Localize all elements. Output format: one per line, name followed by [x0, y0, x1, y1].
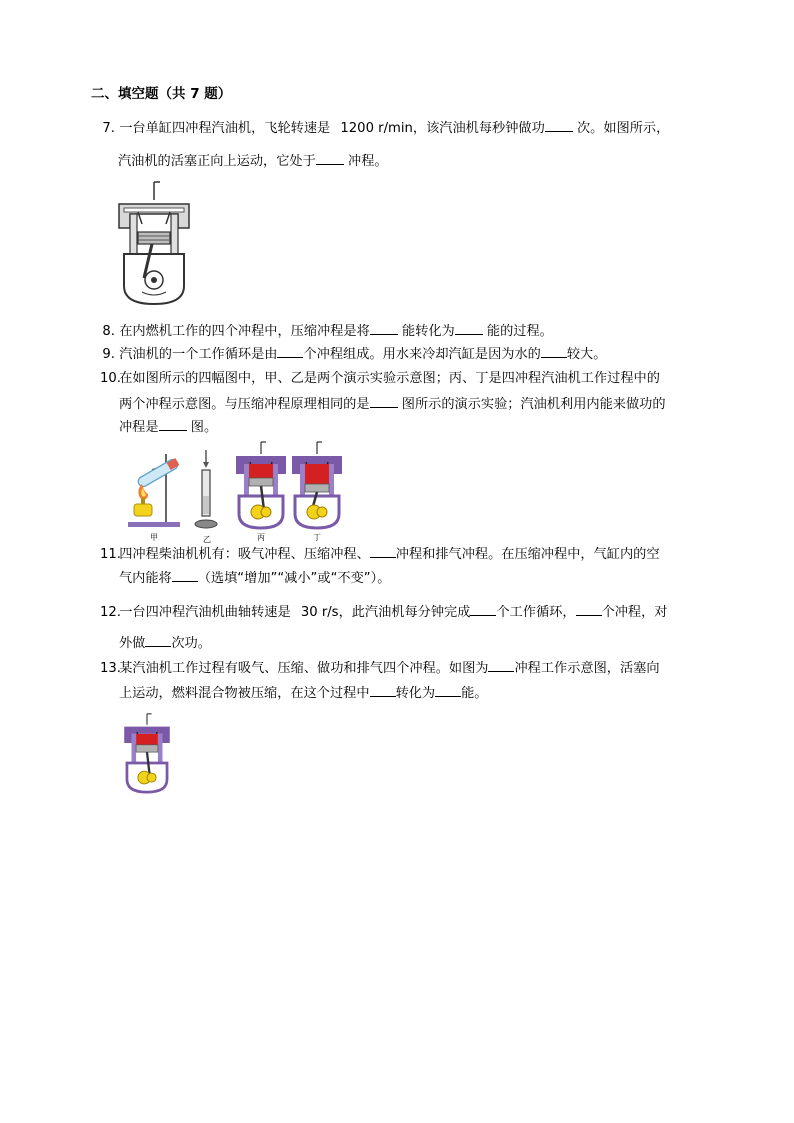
question-7-line-1 [100, 119, 669, 138]
question-12-line-2 [119, 634, 211, 653]
question-9 [100, 345, 606, 364]
answer-blank[interactable] [455, 322, 483, 335]
question-text: 冲程和排气冲程。在压缩冲程中，气缸内的空 [395, 547, 660, 562]
question-text: 转化为 [395, 686, 436, 701]
question-text: 汽油机的活塞正向上运动，它处于 [118, 154, 316, 169]
question-text: 气内能将 [119, 571, 172, 586]
answer-blank[interactable] [145, 634, 171, 647]
question-text: ，此汽油机每分钟完成 [338, 605, 471, 620]
caption-ding: 丁 [313, 533, 321, 542]
question-text: 冲程是 [119, 420, 159, 435]
question-13-line-1 [100, 659, 660, 678]
answer-blank[interactable] [435, 684, 461, 697]
question-text: 汽油机的一个工作循环是由 [119, 347, 278, 362]
question-number: 10. [100, 371, 121, 386]
figure-bing-engine [234, 440, 288, 530]
question-text: 图。 [190, 420, 218, 435]
caption-bing: 丙 [257, 533, 265, 542]
engine-icon [290, 440, 344, 530]
question-10-line-3 [119, 418, 217, 437]
engine-icon [116, 180, 192, 308]
question-text: 个工作循环， [496, 605, 576, 620]
question-10-line-2 [119, 395, 666, 414]
answer-blank[interactable] [370, 322, 398, 335]
unit-value: 30 r/s [300, 605, 339, 620]
engine-diagram-q13 [120, 712, 174, 794]
answer-blank[interactable] [370, 545, 396, 558]
figure-yi-air-syringe [193, 448, 219, 530]
question-text: 较大。 [566, 347, 607, 362]
question-number: 13. [100, 661, 121, 676]
question-text: 四冲程柴油机机有：吸气冲程、压缩冲程、 [119, 547, 370, 562]
test-tube-heating-icon [122, 446, 186, 528]
question-text: 次。如图所示， [576, 121, 670, 136]
engine-icon [120, 712, 174, 794]
question-text: 能的过程。 [486, 324, 553, 339]
question-text: 在如图所示的四幅图中，甲、乙是两个演示实验示意图；丙、丁是四冲程汽油机工作过程中的 [119, 371, 660, 386]
question-13-line-2 [119, 684, 488, 703]
question-11-line-2 [119, 569, 390, 588]
answer-blank[interactable] [545, 119, 573, 132]
caption-yi: 乙 [203, 535, 211, 544]
question-text: 一台单缸四冲程汽油机，飞轮转速是 [119, 121, 331, 136]
unit-value: 1200 r/min [340, 121, 413, 136]
question-text: 一台四冲程汽油机曲轴转速是 [119, 605, 291, 620]
question-text: 能。 [461, 686, 488, 701]
answer-blank[interactable] [172, 569, 198, 582]
answer-blank[interactable] [576, 603, 602, 616]
engine-diagram-q7 [116, 180, 192, 308]
answer-blank[interactable] [316, 152, 344, 165]
air-syringe-icon [193, 448, 219, 530]
question-number: 11. [100, 547, 121, 562]
section-title: 二、填空题（共 7 题） [91, 86, 232, 102]
question-text: （选填“增加”“减小”或“不变”）。 [197, 571, 391, 586]
question-text: 外做 [119, 636, 146, 651]
figure-jia-test-tube [122, 446, 186, 528]
caption-jia: 甲 [150, 533, 158, 542]
question-number: 8. [102, 324, 115, 339]
figure-ding-engine [290, 440, 344, 530]
question-10-line-1 [100, 370, 660, 388]
question-number: 9. [102, 347, 115, 362]
answer-blank[interactable] [370, 395, 398, 408]
question-8 [100, 322, 553, 341]
answer-blank[interactable] [470, 603, 496, 616]
question-text: 两个冲程示意图。与压缩冲程原理相同的是 [119, 397, 370, 412]
question-number: 12. [100, 605, 121, 620]
question-text: 某汽油机工作过程有吸气、压缩、做功和排气四个冲程。如图为 [119, 661, 489, 676]
question-12-line-1 [100, 603, 668, 622]
answer-blank[interactable] [488, 659, 514, 672]
question-text: 在内燃机工作的四个冲程中，压缩冲程是将 [119, 324, 370, 339]
answer-blank[interactable] [159, 418, 187, 431]
question-7-line-2 [118, 152, 388, 171]
question-text: 冲程。 [348, 154, 388, 169]
question-text: 上运动，燃料混合物被压缩，在这个过程中 [119, 686, 370, 701]
engine-icon [234, 440, 288, 530]
question-11-line-1 [100, 545, 660, 564]
answer-blank[interactable] [370, 684, 396, 697]
question-number: 7. [102, 121, 115, 136]
question-text: 能转化为 [401, 324, 455, 339]
question-text: 冲程工作示意图，活塞向 [514, 661, 660, 676]
answer-blank[interactable] [541, 345, 567, 358]
question-text: 个冲程，对 [601, 605, 668, 620]
answer-blank[interactable] [277, 345, 303, 358]
question-text: 个冲程组成。用水来冷却汽缸是因为水的 [303, 347, 541, 362]
question-text: 次功。 [171, 636, 211, 651]
question-text: ，该汽油机每秒钟做功 [412, 121, 545, 136]
question-text: 图所示的演示实验；汽油机利用内能来做功的 [401, 397, 666, 412]
